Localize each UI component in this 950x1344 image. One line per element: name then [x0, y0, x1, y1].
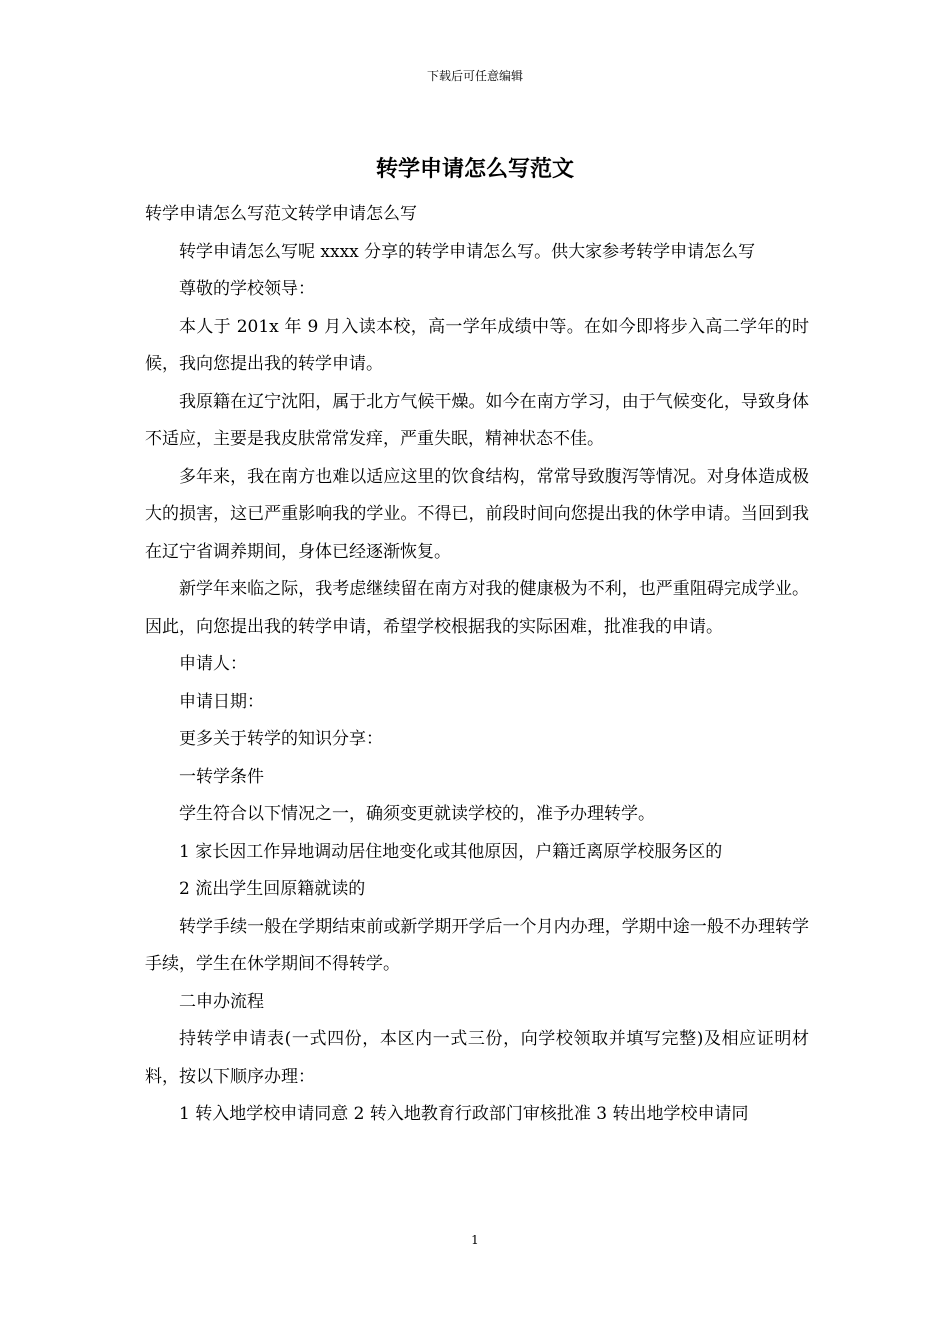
- list-item: 1 家长因工作异地调动居住地变化或其他原因，户籍迁离原学校服务区的: [179, 841, 723, 862]
- paragraph: 更多关于转学的知识分享：: [179, 729, 383, 749]
- paragraph-salutation: 尊敬的学校领导：: [179, 279, 315, 299]
- paragraph: 新学年来临之际，我考虑继续留在南方对我的健康极为不利，也严重阻碍完成学业。因此，向您提出我的转学申请，希望学校根据我的实际困难，批准我的申请。: [145, 579, 809, 637]
- document-body: [145, 196, 809, 1134]
- paragraph: 我原籍在辽宁沈阳，属于北方气候干燥。如今在南方学习，由于气候变化，导致身体不适应，主要是我皮肤常常发痒，严重失眠，精神状态不佳。: [145, 391, 809, 449]
- paragraph-subtitle: 转学申请怎么写范文转学申请怎么写: [145, 204, 417, 224]
- section-heading: 二申办流程: [179, 991, 264, 1012]
- paragraph: 持转学申请表(一式四份，本区内一式三份，向学校领取并填写完整)及相应证明材料，按以下顺序办理：: [145, 1029, 809, 1087]
- paragraph: 学生符合以下情况之一，确须变更就读学校的，准予办理转学。: [179, 804, 655, 824]
- paragraph-applicant: 申请人：: [179, 654, 247, 674]
- header-note: 下载后可任意编辑: [426, 69, 523, 83]
- document-title: 转学申请怎么写范文: [375, 156, 574, 182]
- paragraph: 转学手续一般在学期结束前或新学期开学后一个月内办理，学期中途一般不办理转学手续，学生在休学期间不得转学。: [145, 916, 809, 974]
- page-number: 1: [471, 1233, 479, 1247]
- paragraph: 多年来，我在南方也难以适应这里的饮食结构，常常导致腹泻等情况。对身体造成极大的损害，这已严重影响我的学业。不得已，前段时间向您提出我的休学申请。当回到我在辽宁省调养期间，身体已经逐渐恢复。: [145, 466, 809, 562]
- paragraph-date: 申请日期：: [179, 691, 264, 712]
- list-item: 2 流出学生回原籍就读的: [179, 879, 366, 899]
- paragraph-intro: 转学申请怎么写呢 xxxx 分享的转学申请怎么写。供大家参考转学申请怎么写: [179, 241, 756, 262]
- section-heading: 一转学条件: [179, 766, 264, 787]
- paragraph: 本人于 201x 年 9 月入读本校，高一学年成绩中等。在如今即将步入高二学年的时候，我向您提出我的转学申请。: [145, 316, 809, 374]
- paragraph: 1 转入地学校申请同意 2 转入地教育行政部门审核批准 3 转出地学校申请同: [179, 1104, 749, 1124]
